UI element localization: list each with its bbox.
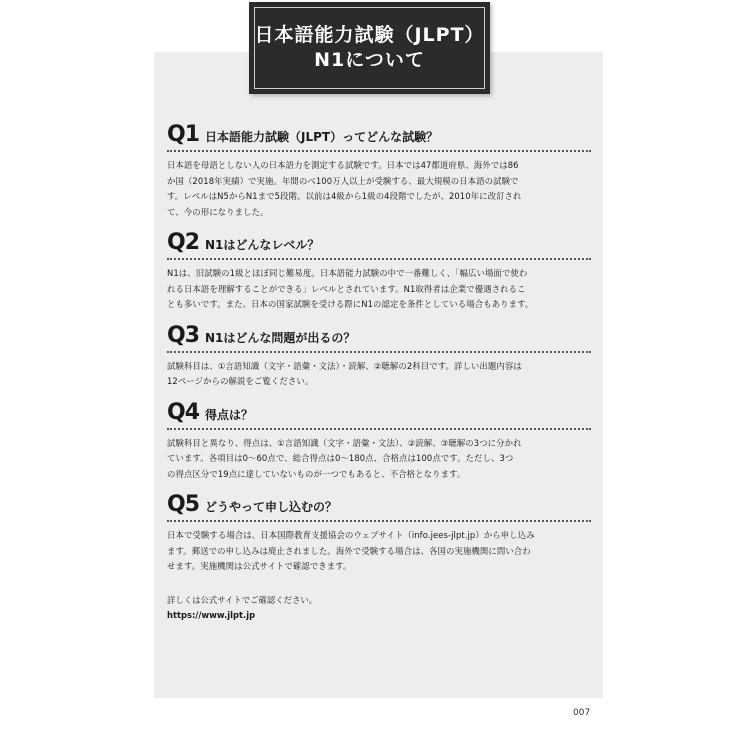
answer-line: とも多いです。また、日本の国家試験を受ける際にN1の認定を条件としている場合もあります。 bbox=[167, 299, 534, 309]
answer-line: す。レベルはN5からN1まで5段階。以前は4級から1級の4段階でしたが、2010年に改訂され bbox=[167, 191, 522, 201]
question-number: Q2 bbox=[167, 230, 200, 255]
qa-item-1 bbox=[167, 120, 591, 220]
dotted-divider bbox=[167, 258, 591, 260]
question-heading bbox=[167, 321, 591, 351]
dotted-divider bbox=[167, 520, 591, 522]
dotted-divider bbox=[167, 428, 591, 430]
title-frame bbox=[254, 7, 485, 89]
answer-line: れる日本語を理解することができる」レベルとされています。N1取得者は企業で優遇されるこ bbox=[167, 283, 526, 294]
answer-line: N1は、旧試験の1級とほぼ同じ難易度。日本語能力試験の中で一番難しく、「幅広い場面で使わ bbox=[167, 268, 528, 278]
dotted-divider bbox=[167, 351, 591, 353]
question-text: 日本語能力試験（JLPT）ってどんな試験？ bbox=[205, 130, 439, 144]
page-title-line-1: 日本語能力試験（JLPT） bbox=[254, 24, 485, 46]
answer-text bbox=[167, 359, 591, 390]
question-number: Q1 bbox=[167, 122, 200, 147]
answer-line: の得点区分で19点に達していないものが一つでもあると、不合格となります。 bbox=[167, 468, 466, 479]
page-number: 007 bbox=[573, 708, 591, 718]
question-number: Q3 bbox=[167, 322, 200, 348]
official-site-link[interactable]: https://www.jlpt.jp bbox=[167, 609, 256, 620]
qa-content bbox=[167, 120, 591, 623]
answer-line: 試験科目と異なり、得点は、①言語知識（文字・語彙・文法）、②読解、③聴解の3つに分かれ bbox=[167, 437, 522, 448]
answer-line: 試験科目は、①言語知識（文字・語彙・文法）・読解、②聴解の2科目です。詳しい出題内容は bbox=[167, 360, 522, 371]
question-heading bbox=[167, 398, 591, 428]
answer-line: せます。実施機関は公式サイトで確認できます。 bbox=[167, 561, 352, 571]
footer-note bbox=[167, 593, 591, 623]
question-number: Q5 bbox=[167, 492, 200, 517]
answer-text bbox=[167, 436, 591, 483]
question-heading bbox=[167, 490, 591, 520]
question-number: Q4 bbox=[167, 399, 200, 425]
footer-note-text: 詳しくは公式サイトでご確認ください。 bbox=[167, 594, 318, 605]
answer-line: て、今の形になりました。 bbox=[167, 206, 269, 217]
dotted-divider bbox=[167, 150, 591, 152]
question-text: N1はどんな問題が出るの？ bbox=[205, 330, 356, 345]
answer-line: ます。郵送での申し込みは廃止されました。海外で受験する場合は、各国の実施機関に問い合わ bbox=[167, 545, 531, 556]
answer-line: ています。各項目は0～60点で、総合得点は0～180点、合格点は100点です。ただし、3つ bbox=[167, 453, 514, 463]
answer-line: 日本語を母語としない人の日本語力を測定する試験です。日本では47都道府県、海外では86 bbox=[167, 160, 519, 170]
answer-line: 日本で受験する場合は、日本国際教育支援協会のウェブサイト（info.jees-jlpt.jp）から申し込み bbox=[167, 530, 535, 540]
question-text: どうやって申し込むの？ bbox=[205, 500, 338, 514]
question-heading bbox=[167, 120, 591, 150]
qa-item-2 bbox=[167, 228, 591, 313]
title-box bbox=[249, 2, 490, 94]
qa-item-3 bbox=[167, 321, 591, 390]
answer-text bbox=[167, 158, 591, 220]
qa-item-4 bbox=[167, 398, 591, 483]
answer-text bbox=[167, 528, 591, 575]
question-text: 得点は？ bbox=[205, 407, 254, 422]
question-heading bbox=[167, 228, 591, 258]
answer-text bbox=[167, 266, 591, 313]
answer-line: 12ページからの解説をご覧ください。 bbox=[167, 376, 314, 386]
page-title-line-2: N1について bbox=[314, 49, 425, 71]
question-text: N1はどんなレベル？ bbox=[205, 238, 320, 252]
qa-item-5 bbox=[167, 490, 591, 575]
answer-line: か国（2018年実績）で実施。年間のべ100万人以上が受験する、最大規模の日本語の試験で bbox=[167, 175, 519, 186]
